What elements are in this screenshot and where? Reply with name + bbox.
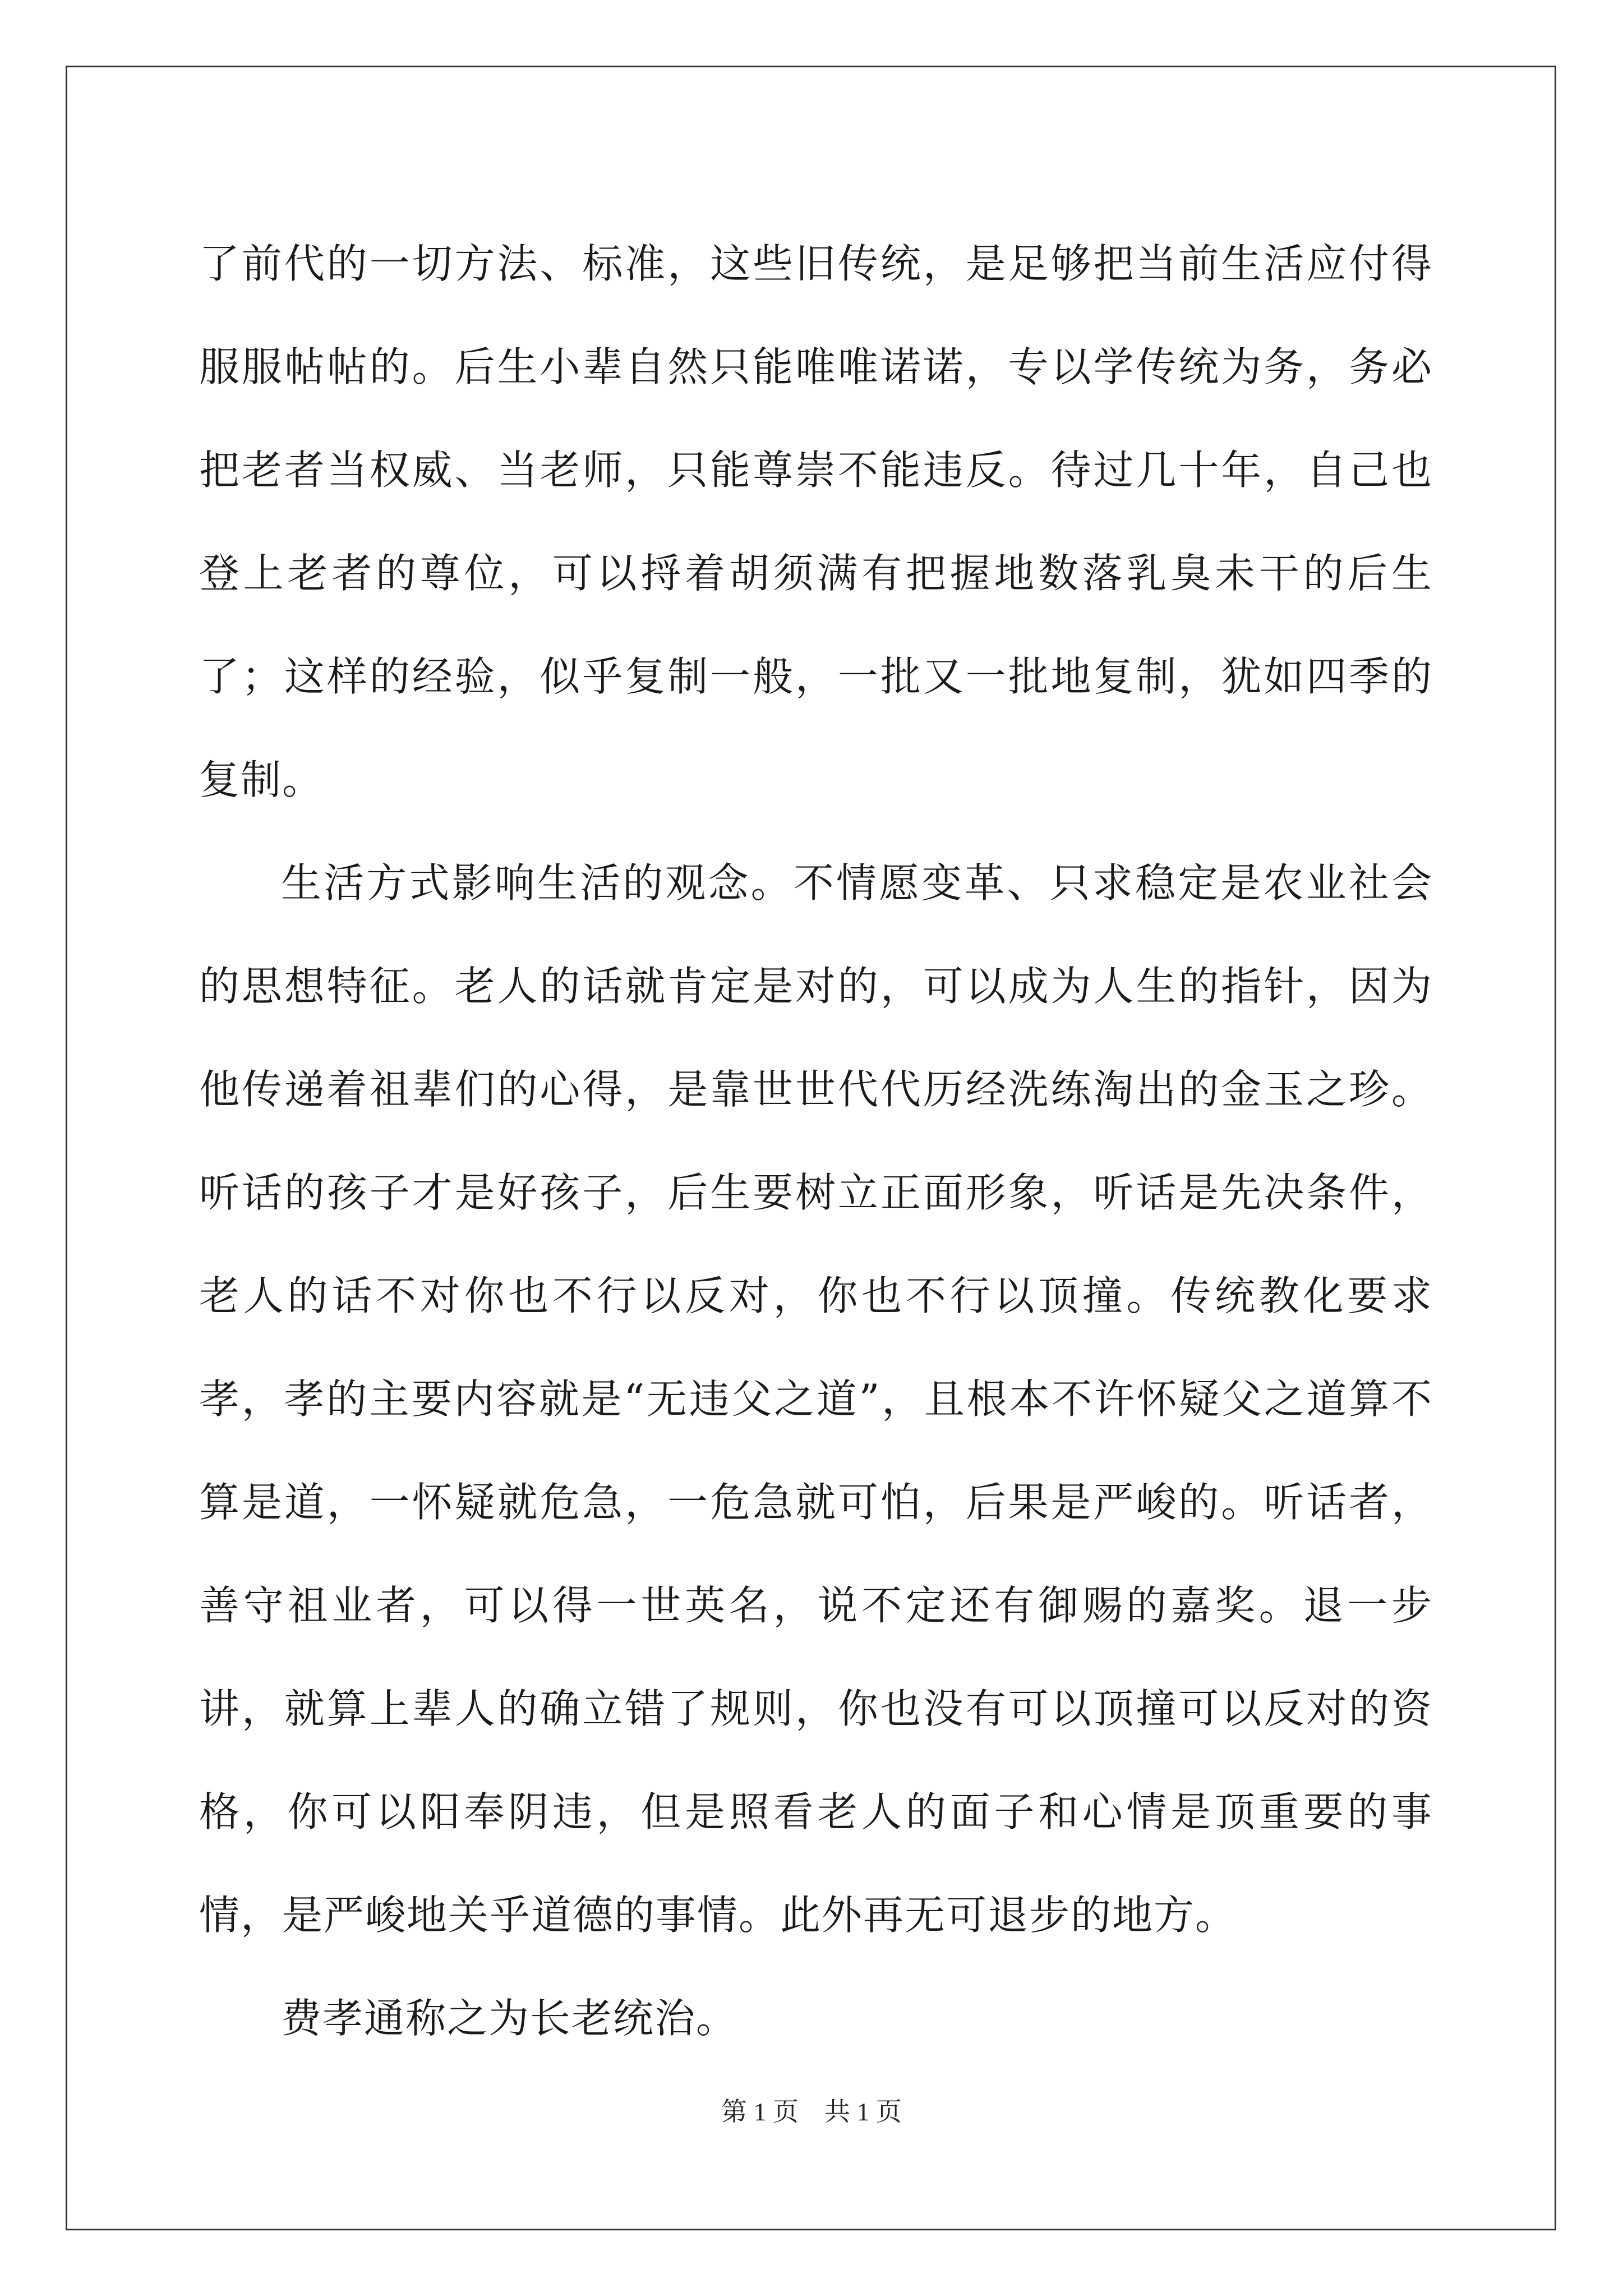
page-number-footer: 第 1 页 共 1 页 — [721, 2097, 902, 2126]
document-body — [199, 212, 1433, 2070]
paragraph-3: 费孝通称之为长老统治。 — [281, 1995, 738, 2042]
paragraph-2: 生活方式影响生活的观念。不情愿变革、只求稳定是农业社会的思想特征。老人的话就肯定是对的，可以成为人生的指针，因为他传递着祖辈们的心得，是靠世世代代历经洗练淘出的金玉之珍。听话的孩子才是好孩子，后生要树立正面形象，听话是先决条件，老人的话不对你也不行以反对，你也不行以顶撞。传统教化要求孝，孝的主要内容就是“无违父之道”，且根本不许怀疑父之道算不算是道，一怀疑就危急，一危急就可怕，后果是严峻的。听话者，善守祖业者，可以得一世英名，说不定还有御赐的嘉奖。退一步讲，就算上辈人的确立错了规则，你也没有可以顶撞可以反对的资格，你可以阳奉阴违，但是照看老人的面子和心情是顶重要的事情，是严峻地关乎道德的事情。此外再无可退步的地方。 — [199, 859, 1433, 1939]
paragraph-1: 了前代的一切方法、标准，这些旧传统，是足够把当前生活应付得服服帖帖的。后生小辈自然只能唯唯诺诺，专以学传统为务，务必把老者当权威、当老师，只能尊崇不能违反。待过几十年，自己也登上老者的尊位，可以捋着胡须满有把握地数落乳臭未干的后生了；这样的经验，似乎复制一般，一批又一批地复制，犹如四季的复制。 — [199, 240, 1433, 803]
